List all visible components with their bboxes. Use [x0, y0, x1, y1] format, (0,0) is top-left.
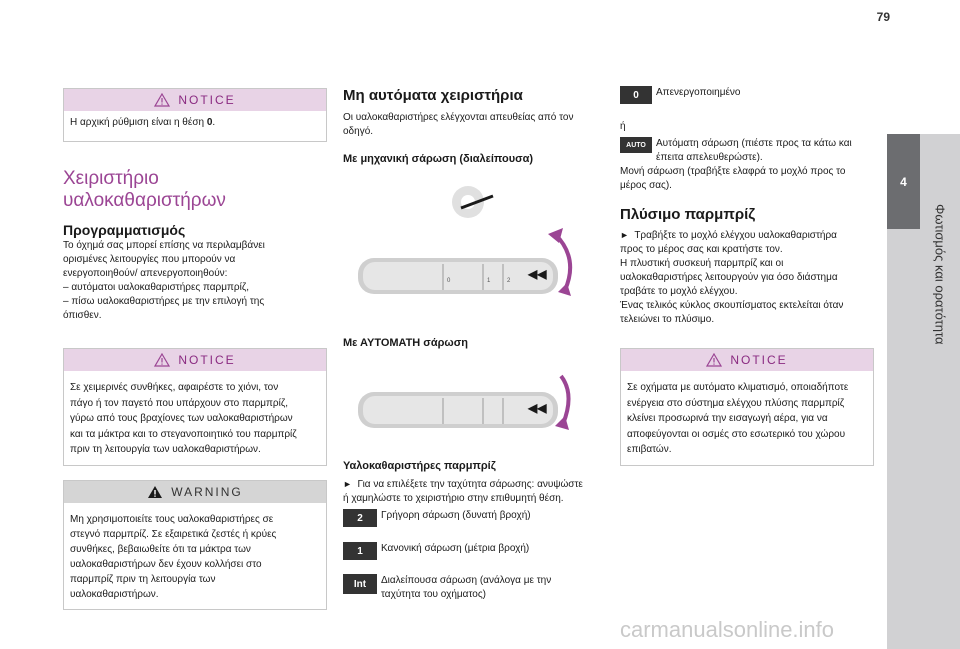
programming-intro: Το όχημά σας μπορεί επίσης να περιλαμβάνει ορισμένες λειτουργίες που μπορούν να ενεργοποιηθούν/ απενεργοποιηθούν: – αυτόματοι υαλοκαθαριστήρες παρμπρίζ, – πίσω υαλοκαθαριστήρες με την επιλογή της όπισθεν.	[63, 240, 265, 321]
speed-2-badge: 2	[343, 509, 377, 527]
warning-text: Μη χρησιμοποιείτε τους υαλοκαθαριστήρες σε στεγνό παρμπρίζ. Σε εξαιρετικά ζεστές ή κρύες συνθήκες, βεβαιωθείτε ότι τα μάκτρα των υαλοκαθαριστήρων δεν έχουν κολλήσει στο παρμπρίζ πριν τη λειτουργία των υαλοκαθαριστήρων.	[70, 514, 277, 600]
watermark: carmanualsonline.info	[620, 617, 835, 642]
chapter-title-vertical	[920, 134, 960, 354]
steering-wheel-icon	[452, 186, 493, 218]
chapter-title: Φωτισμός και ορατότητα	[932, 204, 948, 345]
wiper-stalk-icon	[358, 258, 558, 294]
svg-text:2: 2	[507, 278, 511, 284]
bullet-arrow-icon: ►	[343, 479, 352, 489]
svg-text:0: 0	[447, 278, 451, 284]
auto-wiping-heading: Με ΑΥΤΟΜΑΤΗ σάρωση	[343, 337, 468, 349]
bullet-arrow-icon: ►	[620, 230, 629, 240]
notice-header	[64, 349, 326, 371]
programming-title: Προγραμματισμός	[63, 222, 186, 238]
warning-header	[64, 481, 326, 503]
notice-title: NOTICE	[730, 353, 788, 367]
svg-text:1: 1	[487, 278, 491, 284]
warning-title: WARNING	[171, 485, 243, 499]
speed-normal-row	[343, 542, 529, 560]
speed-int-badge: Int	[343, 574, 377, 594]
speed-intermittent-text: Διαλείπουσα σάρωση (ανάλογα με την ταχύτητα του οχήματος)	[381, 575, 552, 600]
manual-controls-title: Μη αυτόματα χειριστήρια	[343, 87, 523, 104]
manual-controls-intro: Οι υαλοκαθαριστήρες ελέγχονται απευθείας από τον οδηγό.	[343, 112, 574, 137]
notice-triangle-icon	[154, 353, 170, 367]
notice-triangle-icon	[154, 93, 170, 107]
front-wipers-heading: Υαλοκαθαριστήρες παρμπρίζ	[343, 460, 496, 472]
chapter-number: 4	[887, 134, 920, 229]
notice-text: Σε οχήματα με αυτόματο κλιματισμό, οποιαδήποτε ενέργεια στο σύστημα ελέγχου πλύσης παρμπρίζ κλείνει προσωρινά την εισαγωγή αέρα, για να αποφεύγονται οι οσμές στο εσωτερικό του χώρου επιβατών.	[627, 382, 849, 455]
warning-triangle-icon	[147, 485, 163, 499]
notice-text: Σε χειμερινές συνθήκες, αφαιρέστε το χιόνι, τον πάγο ή τον παγετό που υπάρχουν στο παρμπρίζ, γύρω από τους βραχίονες των υαλοκαθαριστήρων και τα μάκτρα και το στεγανοποιητικό του παρμπρίζ πριν τη λειτουργία των υαλοκαθαριστήρων.	[70, 382, 297, 455]
windscreen-wash-text: ► Τραβήξτε το μοχλό ελέγχου υαλοκαθαριστήρα προς το μέρος σας και κρατήστε τον. Η πλυστική συσκευή παρμπρίζ και οι υαλοκαθαριστήρες λειτουργούν για όσο διάστημα τραβάτε το μοχλό ελέγχου. Ένας τελικός κύκλος σκουπίσματος εκτελείται όταν τελειώνει το πλύσιμο.	[620, 230, 844, 325]
wiper-off-row	[620, 86, 740, 104]
notice-title: NOTICE	[178, 353, 236, 367]
speed-normal-text: Κανονική σάρωση (μέτρια βροχή)	[381, 543, 530, 554]
svg-text:◀◀: ◀◀	[528, 267, 547, 281]
mechanical-wiping-heading: Με μηχανική σάρωση (διαλείπουσα)	[343, 153, 534, 165]
notice-box-air-intake	[620, 348, 874, 466]
front-wipers-instructions: ► Για να επιλέξετε την ταχύτητα σάρωσης: ανυψώστε ή χαμηλώστε το χειριστήριο στην επιθυμητή θέση.	[343, 479, 583, 504]
notice-box-initial	[63, 88, 327, 142]
auto-wipe-badge: AUTO	[620, 137, 652, 153]
notice-header	[621, 349, 873, 371]
notice-box-winter	[63, 348, 327, 466]
off-text: Απενεργοποιημένο	[656, 87, 741, 98]
single-wipe-text: Μονή σάρωση (τραβήξτε ελαφρά το μοχλό προς το μέρος σας).	[620, 166, 846, 191]
svg-text:◀◀: ◀◀	[528, 401, 547, 415]
auto-text: Αυτόματη σάρωση (πιέστε προς τα κάτω και έπειτα απελευθερώστε).	[656, 138, 852, 163]
wiper-control-heading: Χειριστήριο υαλοκαθαριστήρων	[63, 168, 226, 211]
notice-text: Η αρχική ρύθμιση είναι η θέση 0.	[70, 117, 216, 128]
auto-wiper-stalk-illustration	[343, 372, 593, 442]
page-number: 79	[876, 10, 890, 24]
notice-triangle-icon	[706, 353, 722, 367]
wiper-stalk-icon	[358, 392, 558, 428]
or-text: ή	[620, 121, 626, 132]
windscreen-wash-title: Πλύσιμο παρμπρίζ	[620, 206, 756, 223]
notice-header	[64, 89, 326, 111]
speed-fast-text: Γρήγορη σάρωση (δυνατή βροχή)	[381, 510, 531, 521]
speed-1-badge: 1	[343, 542, 377, 560]
speed-intermittent-row	[343, 574, 551, 602]
notice-title: NOTICE	[178, 93, 236, 107]
wiper-stalk-illustration	[343, 178, 593, 308]
warning-box	[63, 480, 327, 610]
off-0-badge: 0	[620, 86, 652, 104]
speed-fast-row	[343, 509, 531, 527]
wiper-auto-row	[620, 137, 852, 165]
